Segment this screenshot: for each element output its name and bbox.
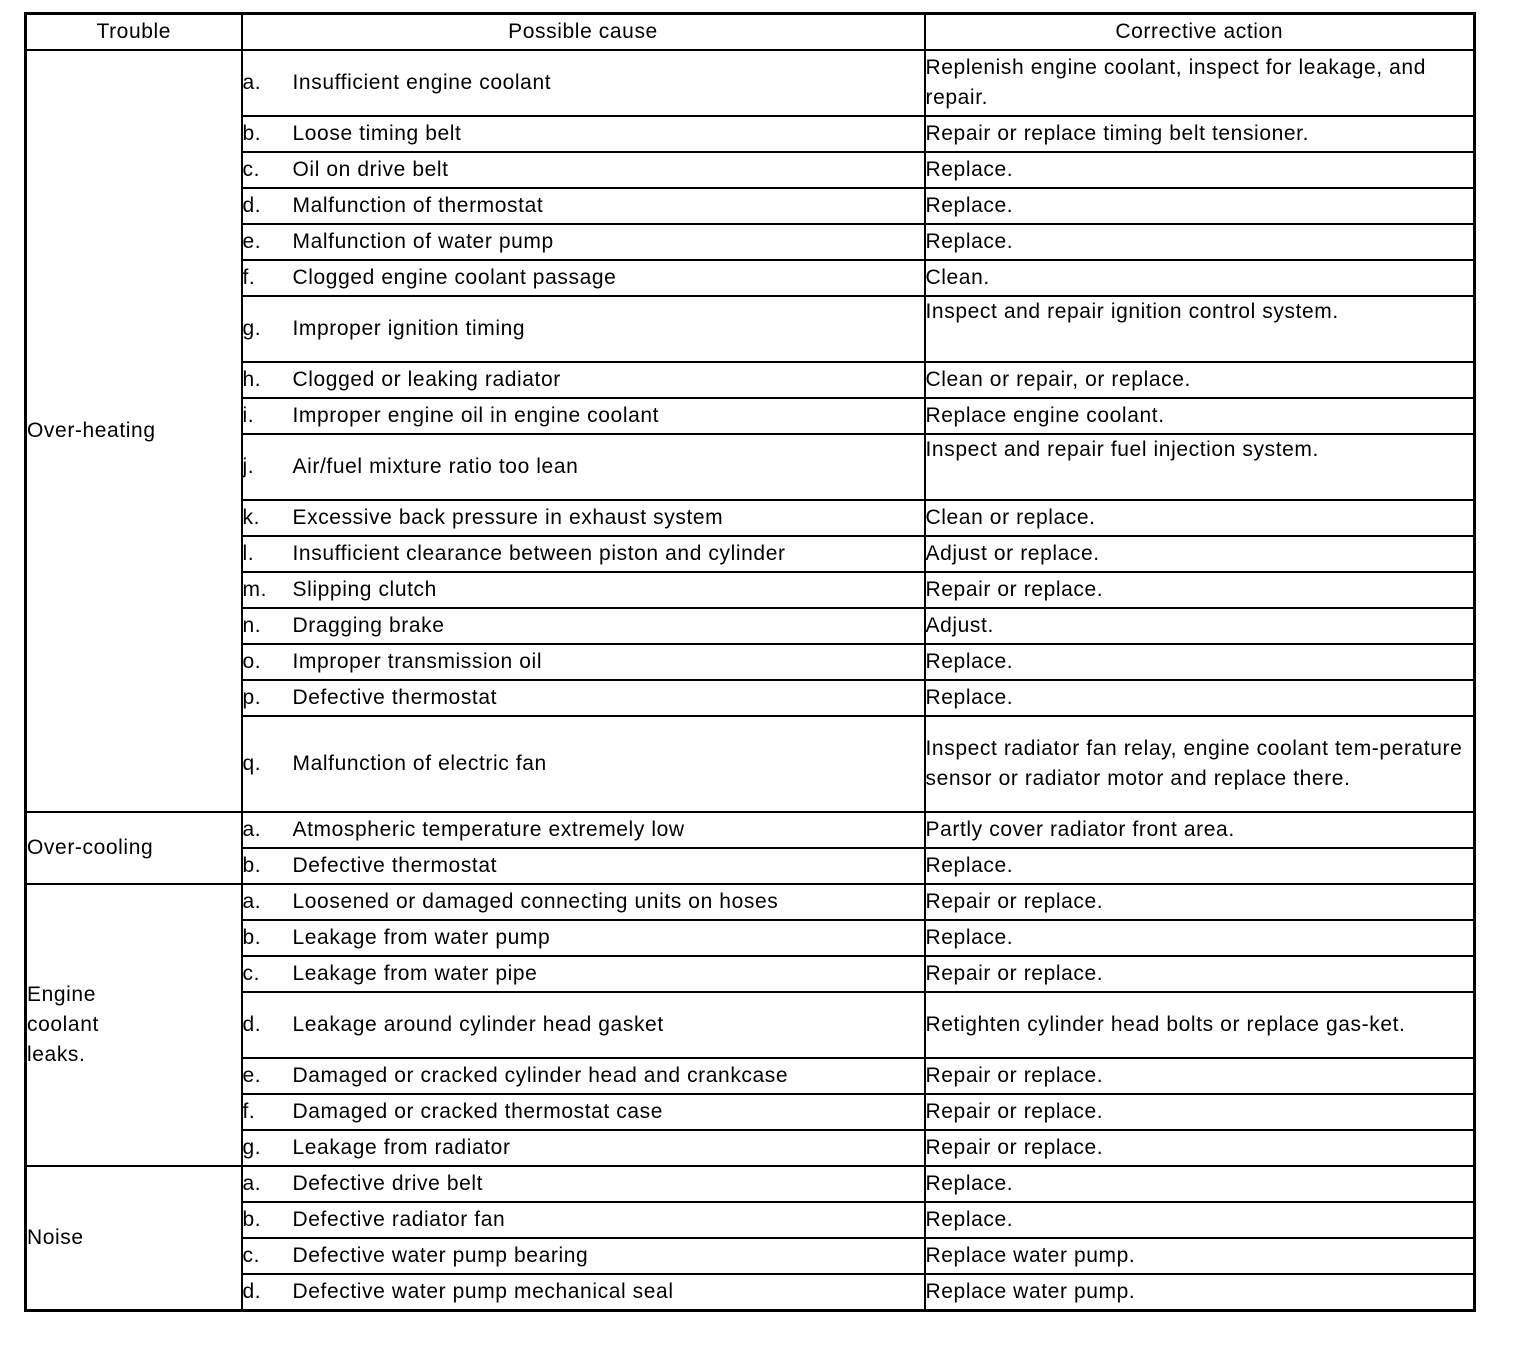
table-row: [26, 362, 1475, 398]
item-letter: a.: [242, 1172, 262, 1195]
cause-text: Improper engine oil in engine coolant: [292, 404, 660, 427]
table-row: [26, 1238, 1475, 1274]
cause-text: Leakage from water pump: [292, 926, 551, 949]
cause-text: Loose timing belt: [292, 122, 462, 145]
item-letter: e.: [242, 230, 262, 253]
action-cell: Adjust.: [925, 608, 1475, 644]
cause-text: Defective drive belt: [292, 1172, 484, 1195]
item-letter: a.: [242, 818, 262, 841]
cause-cell: [242, 812, 925, 848]
item-letter: b.: [242, 926, 262, 949]
action-cell: Clean or repair, or replace.: [925, 362, 1475, 398]
cause-cell: [242, 1238, 925, 1274]
trouble-engine-coolant-leaks: Engine coolant leaks.: [26, 884, 242, 1166]
header-trouble: Trouble: [26, 14, 242, 51]
item-letter: e.: [242, 1064, 262, 1087]
table-row: [26, 152, 1475, 188]
cause-cell: [242, 434, 925, 500]
item-letter: q.: [242, 752, 262, 775]
troubleshooting-table: [24, 12, 1476, 1312]
action-cell: Replenish engine coolant, inspect for leakage, and repair.: [925, 50, 1475, 116]
item-letter: c.: [242, 962, 261, 985]
table-row: [26, 608, 1475, 644]
table-row: [26, 50, 1475, 116]
cause-text: Leakage around cylinder head gasket: [292, 1013, 664, 1036]
table-row: [26, 500, 1475, 536]
table-row: [26, 920, 1475, 956]
cause-cell: [242, 1274, 925, 1311]
header-corrective-action: Corrective action: [925, 14, 1475, 51]
trouble-over-heating: Over-heating: [26, 50, 242, 812]
item-letter: f.: [242, 1100, 256, 1123]
cause-cell: [242, 572, 925, 608]
item-letter: l.: [242, 542, 255, 565]
cause-cell: [242, 1202, 925, 1238]
header-row: [26, 14, 1475, 51]
cause-cell: [242, 956, 925, 992]
cause-cell: [242, 992, 925, 1058]
cause-text: Loosened or damaged connecting units on hoses: [292, 890, 779, 913]
table-row: [26, 812, 1475, 848]
cause-cell: [242, 1058, 925, 1094]
cause-text: Defective radiator fan: [292, 1208, 506, 1231]
cause-text: Air/fuel mixture ratio too lean: [292, 455, 579, 478]
cause-cell: [242, 920, 925, 956]
item-letter: a.: [242, 71, 262, 94]
table-row: [26, 572, 1475, 608]
action-cell: Adjust or replace.: [925, 536, 1475, 572]
cause-text: Damaged or cracked thermostat case: [292, 1100, 664, 1123]
item-letter: c.: [242, 158, 261, 181]
item-letter: g.: [242, 317, 262, 340]
action-cell: Replace.: [925, 1202, 1475, 1238]
cause-cell: [242, 296, 925, 362]
cause-text: Oil on drive belt: [292, 158, 449, 181]
cause-cell: [242, 884, 925, 920]
cause-text: Insufficient clearance between piston and cylinder: [292, 542, 786, 565]
action-cell: Inspect and repair fuel injection system.: [925, 434, 1475, 500]
cause-text: Improper transmission oil: [292, 650, 543, 673]
action-cell: Inspect radiator fan relay, engine coolant tem-perature sensor or radiator motor and replace there.: [925, 716, 1475, 812]
cause-text: Malfunction of water pump: [292, 230, 554, 253]
action-cell: Repair or replace.: [925, 1094, 1475, 1130]
cause-text: Clogged engine coolant passage: [292, 266, 617, 289]
cause-text: Damaged or cracked cylinder head and crankcase: [292, 1064, 789, 1087]
action-cell: Replace water pump.: [925, 1274, 1475, 1311]
action-cell: Repair or replace timing belt tensioner.: [925, 116, 1475, 152]
trouble-noise: Noise: [26, 1166, 242, 1311]
table-row: [26, 884, 1475, 920]
action-cell: Replace.: [925, 1166, 1475, 1202]
action-cell: Retighten cylinder head bolts or replace gas-ket.: [925, 992, 1475, 1058]
table-row: [26, 224, 1475, 260]
item-letter: d.: [242, 194, 262, 217]
table-row: [26, 260, 1475, 296]
table-row: [26, 116, 1475, 152]
item-letter: i.: [242, 404, 255, 427]
item-letter: g.: [242, 1136, 262, 1159]
cause-text: Clogged or leaking radiator: [292, 368, 561, 391]
cause-cell: [242, 716, 925, 812]
cause-cell: [242, 188, 925, 224]
action-cell: Replace.: [925, 152, 1475, 188]
cause-cell: [242, 536, 925, 572]
item-letter: d.: [242, 1280, 262, 1303]
action-cell: Repair or replace.: [925, 884, 1475, 920]
cause-text: Defective water pump mechanical seal: [292, 1280, 674, 1303]
action-cell: Replace.: [925, 644, 1475, 680]
cause-text: Dragging brake: [292, 614, 445, 637]
trouble-over-cooling: Over-cooling: [26, 812, 242, 884]
cause-text: Leakage from water pipe: [292, 962, 538, 985]
item-letter: b.: [242, 854, 262, 877]
table-row: [26, 680, 1475, 716]
action-cell: Replace water pump.: [925, 1238, 1475, 1274]
item-letter: d.: [242, 1013, 262, 1036]
item-letter: k.: [242, 506, 261, 529]
cause-cell: [242, 1094, 925, 1130]
cause-text: Malfunction of electric fan: [292, 752, 547, 775]
cause-cell: [242, 680, 925, 716]
cause-text: Defective thermostat: [292, 854, 498, 877]
cause-text: Atmospheric temperature extremely low: [292, 818, 685, 841]
table-row: [26, 956, 1475, 992]
action-cell: Replace.: [925, 848, 1475, 884]
cause-text: Improper ignition timing: [292, 317, 526, 340]
action-cell: Repair or replace.: [925, 1058, 1475, 1094]
item-letter: a.: [242, 890, 262, 913]
cause-text: Malfunction of thermostat: [292, 194, 544, 217]
cause-cell: [242, 398, 925, 434]
cause-cell: [242, 608, 925, 644]
item-letter: c.: [242, 1244, 261, 1267]
action-cell: Clean or replace.: [925, 500, 1475, 536]
table-row: [26, 1094, 1475, 1130]
table-row: [26, 398, 1475, 434]
table-row: [26, 848, 1475, 884]
cause-cell: [242, 644, 925, 680]
action-cell: Partly cover radiator front area.: [925, 812, 1475, 848]
table-row: [26, 1202, 1475, 1238]
table-row: [26, 536, 1475, 572]
troubleshooting-sheet: [24, 12, 1473, 1312]
table-row: [26, 434, 1475, 500]
table-row: [26, 1274, 1475, 1311]
item-letter: b.: [242, 1208, 262, 1231]
action-cell: Repair or replace.: [925, 1130, 1475, 1166]
item-letter: h.: [242, 368, 262, 391]
table-row: [26, 1058, 1475, 1094]
item-letter: o.: [242, 650, 262, 673]
header-possible-cause: Possible cause: [242, 14, 925, 51]
table-row: [26, 1166, 1475, 1202]
cause-cell: [242, 224, 925, 260]
action-cell: Clean.: [925, 260, 1475, 296]
table-row: [26, 188, 1475, 224]
cause-cell: [242, 152, 925, 188]
item-letter: b.: [242, 122, 262, 145]
cause-cell: [242, 1130, 925, 1166]
cause-text: Defective thermostat: [292, 686, 498, 709]
action-cell: Inspect and repair ignition control system.: [925, 296, 1475, 362]
cause-text: Insufficient engine coolant: [292, 71, 552, 94]
table-row: [26, 1130, 1475, 1166]
cause-cell: [242, 116, 925, 152]
action-cell: Replace engine coolant.: [925, 398, 1475, 434]
action-cell: Replace.: [925, 920, 1475, 956]
cause-text: Excessive back pressure in exhaust system: [292, 506, 724, 529]
cause-cell: [242, 848, 925, 884]
table-row: [26, 644, 1475, 680]
action-cell: Replace.: [925, 680, 1475, 716]
item-letter: p.: [242, 686, 262, 709]
table-row: [26, 716, 1475, 812]
cause-cell: [242, 1166, 925, 1202]
item-letter: n.: [242, 614, 262, 637]
action-cell: Replace.: [925, 224, 1475, 260]
cause-text: Leakage from radiator: [292, 1136, 511, 1159]
item-letter: j.: [242, 455, 255, 478]
item-letter: f.: [242, 266, 256, 289]
table-row: [26, 296, 1475, 362]
table-row: [26, 992, 1475, 1058]
cause-cell: [242, 260, 925, 296]
cause-cell: [242, 362, 925, 398]
cause-text: Defective water pump bearing: [292, 1244, 589, 1267]
action-cell: Replace.: [925, 188, 1475, 224]
cause-cell: [242, 500, 925, 536]
cause-text: Slipping clutch: [292, 578, 437, 601]
item-letter: m.: [242, 578, 268, 601]
action-cell: Repair or replace.: [925, 956, 1475, 992]
action-cell: Repair or replace.: [925, 572, 1475, 608]
cause-cell: [242, 50, 925, 116]
